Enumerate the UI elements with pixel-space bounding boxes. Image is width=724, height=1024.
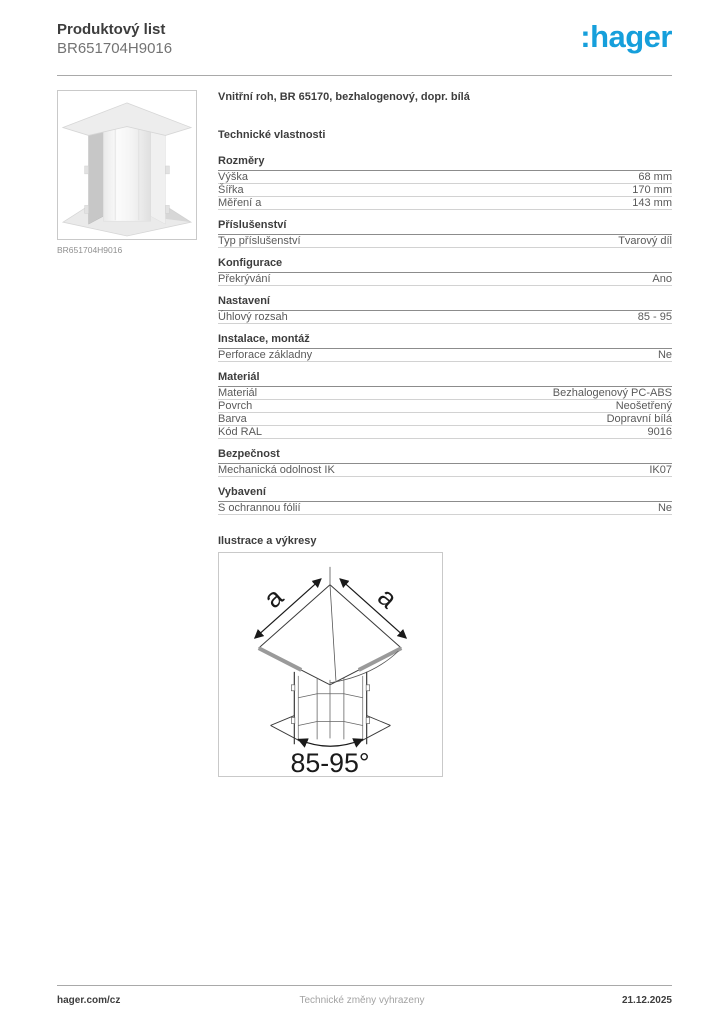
section-title: Konfigurace [218, 258, 672, 273]
spec-row [218, 413, 672, 426]
technical-drawing-frame [218, 552, 443, 777]
spec-row [218, 311, 672, 324]
spec-label: Mechanická odolnost IK [218, 464, 335, 476]
spec-label: Měření a [218, 197, 262, 209]
spec-value: Bezhalogenový PC-ABS [552, 387, 672, 399]
angle-range-label: 85-95° [290, 748, 370, 776]
section-material [218, 372, 672, 439]
spec-value: 9016 [647, 426, 672, 438]
section-title: Vybavení [218, 487, 672, 502]
spec-value: Ne [657, 502, 672, 514]
section-instalace [218, 334, 672, 362]
spec-row [218, 387, 672, 400]
dimension-label-left: a [257, 581, 290, 614]
spec-row [218, 400, 672, 413]
product-name: Vnitřní roh, BR 65170, bezhalogenový, dopr. bílá [218, 91, 470, 103]
technical-drawing [219, 553, 442, 776]
spec-row [218, 273, 672, 286]
product-photo-frame [57, 90, 197, 240]
footer-date: 21.12.2025 [621, 995, 672, 1006]
section-bezpecnost [218, 449, 672, 477]
spec-row [218, 464, 672, 477]
spec-label: Perforace základny [218, 349, 313, 361]
header [57, 20, 172, 58]
hager-logo: :hager [580, 19, 672, 54]
section-title: Bezpečnost [218, 449, 672, 464]
spec-value: 143 mm [632, 197, 672, 209]
spec-row [218, 426, 672, 439]
spec-label: Výška [218, 171, 248, 183]
footer-notice: Technické změny vyhrazeny [299, 995, 425, 1006]
spec-content [218, 90, 672, 777]
footer-divider [57, 985, 672, 986]
section-title: Nastavení [218, 296, 672, 311]
spec-value: Ne [657, 349, 672, 361]
section-prislusenstvi [218, 220, 672, 248]
spec-value: Ano [652, 273, 672, 285]
section-rozmery [218, 156, 672, 210]
section-konfigurace [218, 258, 672, 286]
spec-row [218, 349, 672, 362]
spec-value: Tvarový díl [618, 235, 672, 247]
spec-label: Barva [218, 413, 247, 425]
section-title: Rozměry [218, 156, 672, 171]
specs-heading: Technické vlastnosti [218, 129, 326, 141]
spec-value: Dopravní bílá [606, 413, 672, 425]
product-photo-caption: BR651704H9016 [57, 245, 123, 255]
product-photo [58, 91, 196, 239]
header-divider [57, 75, 672, 76]
spec-row [218, 197, 672, 210]
spec-value: IK07 [649, 464, 672, 476]
section-nastaveni [218, 296, 672, 324]
section-title: Materiál [218, 372, 672, 387]
spec-value: 68 mm [638, 171, 672, 183]
spec-label: S ochrannou fólií [218, 502, 301, 514]
section-title: Příslušenství [218, 220, 672, 235]
illustration-heading: Ilustrace a výkresy [218, 535, 317, 547]
spec-value: Neošetřený [615, 400, 672, 412]
spec-label: Kód RAL [218, 426, 263, 438]
document-title: Produktový list [57, 21, 166, 38]
spec-label: Materiál [218, 387, 258, 399]
spec-label: Překrývání [218, 273, 271, 285]
section-title: Instalace, montáž [218, 334, 672, 349]
spec-label: Typ příslušenství [218, 235, 301, 247]
spec-value: 85 - 95 [637, 311, 672, 323]
section-vybaveni [218, 487, 672, 515]
spec-value: 170 mm [632, 184, 672, 196]
spec-row [218, 184, 672, 197]
spec-row [218, 171, 672, 184]
spec-label: Úhlový rozsah [218, 311, 288, 323]
footer-website: hager.com/cz [57, 995, 121, 1006]
spec-row [218, 235, 672, 248]
spec-label: Povrch [218, 400, 253, 412]
spec-row [218, 502, 672, 515]
dimension-label-right: a [371, 581, 404, 614]
spec-label: Šířka [218, 184, 244, 196]
document-product-code: BR651704H9016 [57, 40, 173, 57]
